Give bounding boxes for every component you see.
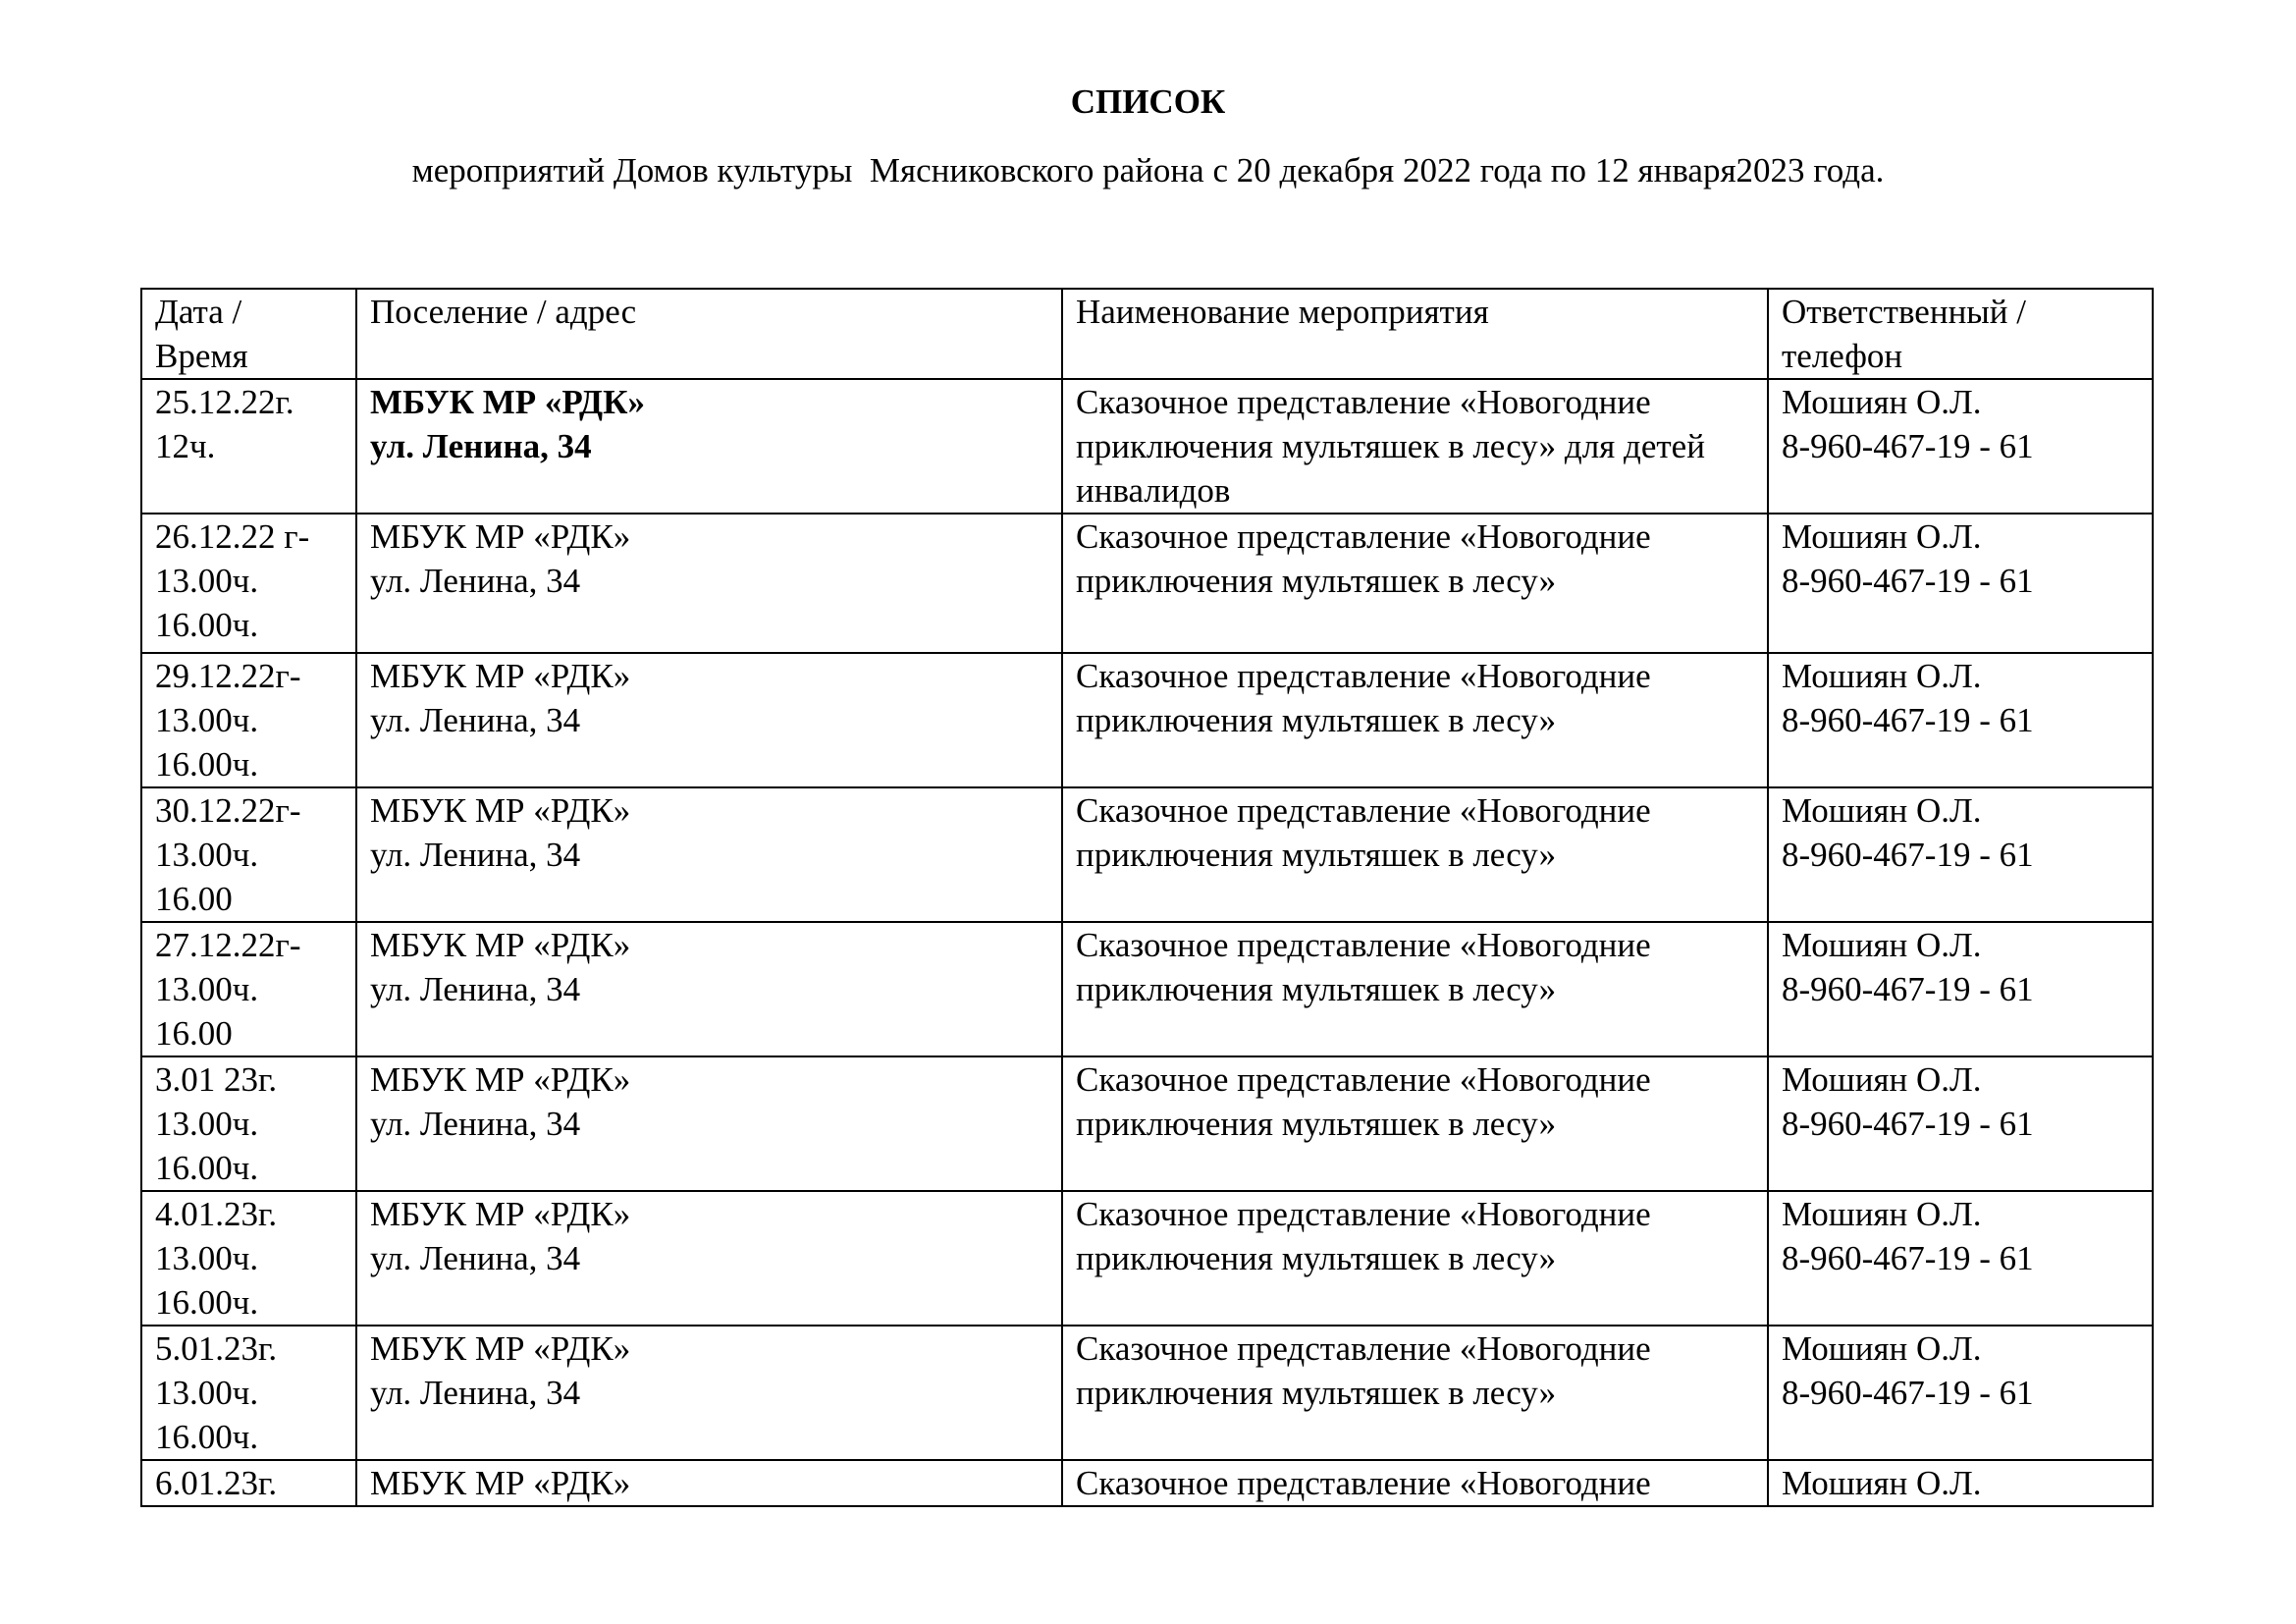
responsible-cell	[1768, 379, 2153, 514]
event-cell	[1062, 1056, 1768, 1191]
responsible-person: Мошиян О.Л.	[1782, 657, 1982, 695]
responsible-cell	[1768, 1191, 2153, 1326]
responsible-phone: 8-960-467-19 - 61	[1782, 427, 2034, 465]
date-cell	[141, 1460, 356, 1506]
organization-address: ул. Ленина, 34	[370, 1239, 581, 1277]
date-cell	[141, 379, 356, 514]
responsible-cell	[1768, 922, 2153, 1056]
event-name: Сказочное представление «Новогодние приключения мультяшек в лесу»	[1076, 1060, 1651, 1143]
events-table	[140, 288, 2154, 1507]
table-row	[141, 1460, 2153, 1506]
event-name: Сказочное представление «Новогодние приключения мультяшек в лесу» для детей инвалидов	[1076, 383, 1705, 510]
table-header-row	[141, 289, 2153, 379]
event-name: Сказочное представление «Новогодние приключения мультяшек в лесу»	[1076, 1195, 1651, 1277]
header-place	[356, 289, 1062, 379]
event-name: Сказочное представление «Новогодние приключения мультяшек в лесу»	[1076, 1329, 1651, 1412]
responsible-phone: 8-960-467-19 - 61	[1782, 562, 2034, 600]
header-event-label: Наименование мероприятия	[1076, 293, 1489, 331]
table-row	[141, 922, 2153, 1056]
responsible-person: Мошиян О.Л.	[1782, 517, 1982, 556]
event-time: 16.00ч.	[155, 745, 259, 784]
event-time: 16.00ч.	[155, 606, 259, 644]
event-name: Сказочное представление «Новогодние приключения мультяшек в лесу»	[1076, 926, 1651, 1008]
responsible-phone: 8-960-467-19 - 61	[1782, 970, 2034, 1008]
responsible-cell	[1768, 787, 2153, 922]
organization-name: МБУК МР «РДК»	[370, 657, 631, 695]
place-cell	[356, 379, 1062, 514]
header-time-label: Время	[155, 337, 248, 375]
responsible-cell	[1768, 514, 2153, 653]
event-time: 13.00ч.	[155, 701, 259, 739]
header-responsible-label: Ответственный /	[1782, 293, 2027, 331]
responsible-cell	[1768, 1460, 2153, 1506]
event-date: 3.01 23г.	[155, 1060, 278, 1099]
organization-name: МБУК МР «РДК»	[370, 926, 631, 964]
event-cell	[1062, 653, 1768, 787]
event-name: Сказочное представление «Новогодние приключения мультяшек в лесу»	[1076, 657, 1651, 739]
table-row	[141, 514, 2153, 653]
responsible-person: Мошиян О.Л.	[1782, 1464, 1982, 1502]
table-row	[141, 1326, 2153, 1460]
event-date: 29.12.22г-	[155, 657, 301, 695]
event-time: 13.00ч.	[155, 1374, 259, 1412]
header-date-label: Дата /	[155, 293, 242, 331]
organization-name: МБУК МР «РДК»	[370, 383, 646, 421]
table-row	[141, 379, 2153, 514]
date-cell	[141, 1056, 356, 1191]
organization-name: МБУК МР «РДК»	[370, 1329, 631, 1368]
place-cell	[356, 1056, 1062, 1191]
place-cell	[356, 653, 1062, 787]
document-title: СПИСОК	[1070, 82, 1226, 121]
event-cell	[1062, 1460, 1768, 1506]
table-row	[141, 1191, 2153, 1326]
event-cell	[1062, 1191, 1768, 1326]
date-cell	[141, 1326, 356, 1460]
event-time: 16.00ч.	[155, 1418, 259, 1456]
header-responsible	[1768, 289, 2153, 379]
responsible-phone: 8-960-467-19 - 61	[1782, 1374, 2034, 1412]
place-cell	[356, 922, 1062, 1056]
date-cell	[141, 514, 356, 653]
header-date-time	[141, 289, 356, 379]
document-subtitle: мероприятий Домов культуры Мясниковского района с 20 декабря 2022 года по 12 января2023 года.	[411, 151, 1885, 189]
event-time: 16.00	[155, 1014, 233, 1053]
place-cell	[356, 1326, 1062, 1460]
event-cell	[1062, 1326, 1768, 1460]
event-time: 16.00ч.	[155, 1283, 259, 1322]
place-cell	[356, 1191, 1062, 1326]
place-cell	[356, 1460, 1062, 1506]
event-time: 13.00ч.	[155, 970, 259, 1008]
table-row	[141, 787, 2153, 922]
event-cell	[1062, 922, 1768, 1056]
responsible-phone: 8-960-467-19 - 61	[1782, 1105, 2034, 1143]
organization-name: МБУК МР «РДК»	[370, 791, 631, 830]
event-cell	[1062, 379, 1768, 514]
table-row	[141, 1056, 2153, 1191]
date-cell	[141, 787, 356, 922]
responsible-phone: 8-960-467-19 - 61	[1782, 701, 2034, 739]
organization-address: ул. Ленина, 34	[370, 701, 581, 739]
header-phone-label: телефон	[1782, 337, 1903, 375]
date-cell	[141, 922, 356, 1056]
event-name: Сказочное представление «Новогодние приключения мультяшек в лесу»	[1076, 517, 1651, 600]
date-cell	[141, 1191, 356, 1326]
event-date: 26.12.22 г-	[155, 517, 310, 556]
header-event	[1062, 289, 1768, 379]
event-cell	[1062, 787, 1768, 922]
organization-address: ул. Ленина, 34	[370, 836, 581, 874]
organization-name: МБУК МР «РДК»	[370, 1464, 631, 1502]
responsible-person: Мошиян О.Л.	[1782, 1060, 1982, 1099]
responsible-person: Мошиян О.Л.	[1782, 1195, 1982, 1233]
responsible-person: Мошиян О.Л.	[1782, 1329, 1982, 1368]
event-date: 6.01.23г.	[155, 1464, 278, 1502]
event-time: 12ч.	[155, 427, 216, 465]
event-date: 4.01.23г.	[155, 1195, 278, 1233]
event-name: Сказочное представление «Новогодние приключения мультяшек в лесу»	[1076, 791, 1651, 874]
responsible-cell	[1768, 1326, 2153, 1460]
event-date: 5.01.23г.	[155, 1329, 278, 1368]
event-name: Сказочное представление «Новогодние	[1076, 1464, 1651, 1502]
responsible-person: Мошиян О.Л.	[1782, 383, 1982, 421]
organization-name: МБУК МР «РДК»	[370, 1195, 631, 1233]
organization-address: ул. Ленина, 34	[370, 427, 592, 465]
organization-address: ул. Ленина, 34	[370, 970, 581, 1008]
organization-address: ул. Ленина, 34	[370, 562, 581, 600]
event-date: 30.12.22г-	[155, 791, 301, 830]
event-date: 27.12.22г-	[155, 926, 301, 964]
event-time: 16.00ч.	[155, 1149, 259, 1187]
responsible-phone: 8-960-467-19 - 61	[1782, 836, 2034, 874]
event-cell	[1062, 514, 1768, 653]
responsible-phone: 8-960-467-19 - 61	[1782, 1239, 2034, 1277]
organization-address: ул. Ленина, 34	[370, 1374, 581, 1412]
date-cell	[141, 653, 356, 787]
event-date: 25.12.22г.	[155, 383, 294, 421]
place-cell	[356, 514, 1062, 653]
event-time: 13.00ч.	[155, 562, 259, 600]
organization-address: ул. Ленина, 34	[370, 1105, 581, 1143]
event-time: 13.00ч.	[155, 836, 259, 874]
table-row	[141, 653, 2153, 787]
organization-name: МБУК МР «РДК»	[370, 1060, 631, 1099]
place-cell	[356, 787, 1062, 922]
responsible-person: Мошиян О.Л.	[1782, 791, 1982, 830]
responsible-cell	[1768, 653, 2153, 787]
header-place-label: Поселение / адрес	[370, 293, 637, 331]
responsible-person: Мошиян О.Л.	[1782, 926, 1982, 964]
event-time: 16.00	[155, 880, 233, 918]
responsible-cell	[1768, 1056, 2153, 1191]
event-time: 13.00ч.	[155, 1239, 259, 1277]
organization-name: МБУК МР «РДК»	[370, 517, 631, 556]
event-time: 13.00ч.	[155, 1105, 259, 1143]
